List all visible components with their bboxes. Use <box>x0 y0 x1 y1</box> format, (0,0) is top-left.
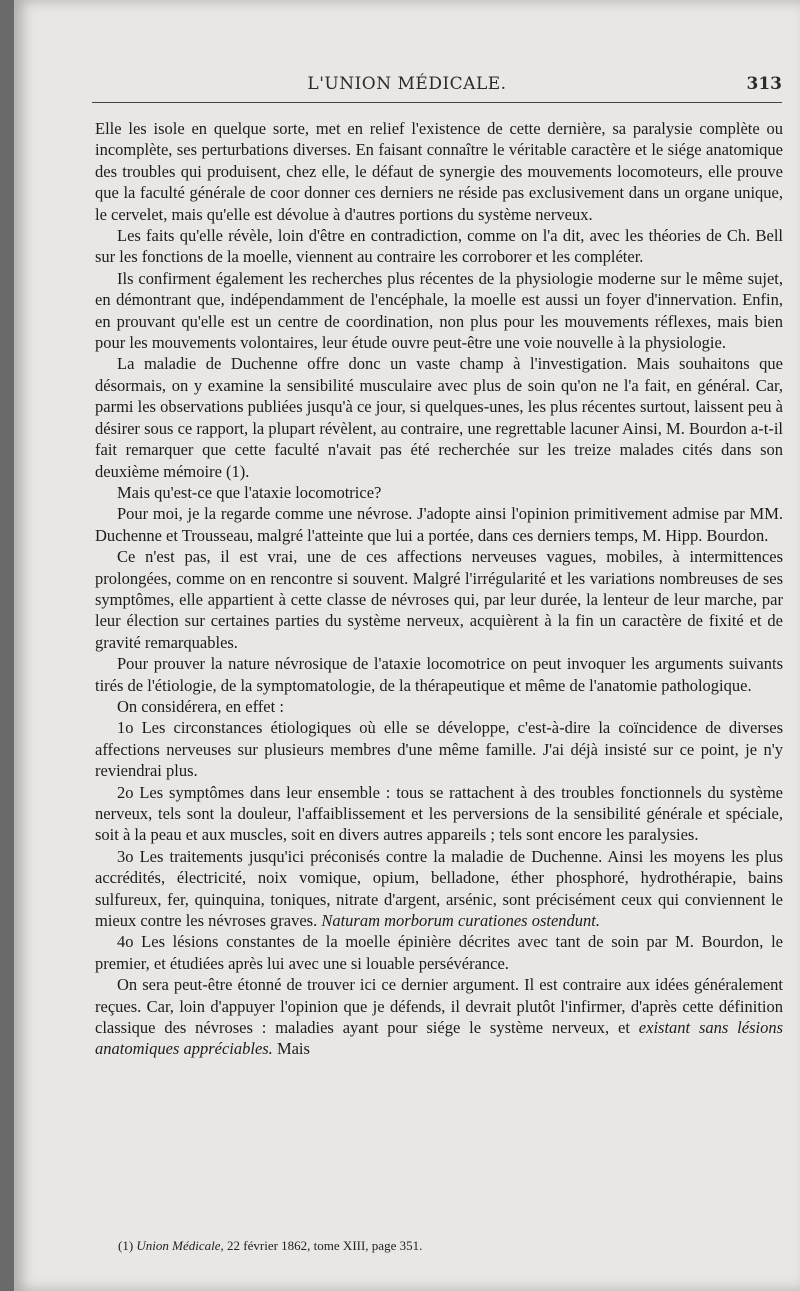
paragraph: Pour moi, je la regarde comme une névrose. J'adopte ainsi l'opinion primitivement admise par MM. Duchenne et Trousseau, malgré l'atteinte que lui a portée, dans ces derniers temps, M. Hipp. Bourdon. <box>95 504 783 545</box>
header-rule <box>92 102 782 103</box>
body-text <box>95 118 783 1060</box>
paragraph: On considérera, en effet : <box>117 696 284 716</box>
page-number: 313 <box>746 74 782 94</box>
paragraph-text: On sera peut-être étonné de trouver ici ce dernier argument. Il est contraire aux idées généralement reçues. Car, loin d'appuyer l'opinion que je défends, il devrait plutôt l'infirmer, d'après cette définition classique des névroses : maladies ayant pour siége le système nerveux, et <box>95 975 783 1038</box>
paragraph: 2o Les symptômes dans leur ensemble : tous se rattachent à des troubles fonctionnels du système nerveux, tels sont la douleur, l'affaiblissement et les perversions de la sensibilité générale et spéciale, soit à la peau et aux muscles, soit en divers autres appareils ; tels sont encore les paralysies. <box>95 782 783 845</box>
paragraph-text: 3o Les traitements jusqu'ici préconisés contre la maladie de Duchenne. Ainsi les moyens les plus accrédités, électricité, noix vomique, opium, belladone, éther phosphoré, hydrothérapie, bains sulfureux, fer, quinquina, toniques, nitrate d'argent, arsénic, sont précisément ceux qui conviennent le mieux contre les névroses graves. <box>95 846 783 931</box>
paragraph: Mais qu'est-ce que l'ataxie locomotrice? <box>117 482 382 502</box>
paragraph: Les faits qu'elle révèle, loin d'être en contradiction, comme on l'a dit, avec les théories de Ch. Bell sur les fonctions de la moelle, viennent au contraire les corroborer et les compléter. <box>95 226 783 267</box>
footnote <box>118 1238 778 1254</box>
footnote-text: 22 février 1862, tome XIII, page 351. <box>223 1238 423 1253</box>
paragraph <box>95 974 783 1060</box>
latin-quote: Naturam morborum curationes ostendunt. <box>321 911 601 931</box>
footnote-marker: (1) <box>118 1238 134 1253</box>
paragraph: Ils confirment également les recherches plus récentes de la physiologie moderne sur le même sujet, en démontrant que, indépendamment de l'encéphale, la moelle est aussi un foyer d'innervation. Enfin, en prouvant qu'elle est un centre de coordination, non plus pour les mouvements réflexes, mais bien pour les mouvements volontaires, leur étude ouvre peut-être une voie nouvelle à la physiologie. <box>95 268 783 353</box>
paragraph <box>95 846 783 932</box>
paragraph: La maladie de Duchenne offre donc un vaste champ à l'investigation. Mais souhaitons que désormais, on y examine la sensibilité musculaire avec plus de soin qu'on ne l'a fait, en général. Car, parmi les observations publiées jusqu'à ce jour, si quelques-unes, les plus récentes surtout, laissent peu à désirer sous ce rapport, la plupart révèlent, au contraire, une regrettable lacuner Ainsi, M. Bourdon a-t-il fait remarquer que cette faculté n'avait pas été recherchée sur les treize malades cités dans son deuxième mémoire (1). <box>95 354 783 481</box>
paragraph: Elle les isole en quelque sorte, met en relief l'existence de cette dernière, sa paralysie complète ou incomplète, ses perturbations diverses. En faisant connaître le véritable caractère et le siége anatomique des troubles qui produisent, chez elle, le défaut de synergie des mouvements locomoteurs, elle prouve que la faculté générale de coor donner ces derniers ne réside pas exclusivement dans un organe unique, le cervelet, mais qu'elle est dévolue à d'autres portions du système nerveux. <box>95 119 783 224</box>
running-title: L'UNION MÉDICALE. <box>307 74 507 94</box>
paragraph: Ce n'est pas, il est vrai, une de ces affections nerveuses vagues, mobiles, à intermittences prolongées, comme on en rencontre si souvent. Malgré l'irrégularité et les variations nombreuses de ses symptômes, elle appartient à cette classe de névroses qui, par leur durée, la lenteur de leur marche, par leur élection sur certaines parties du système nerveux, acquièrent à la fin un caractère de fixité et de gravité remarquables. <box>95 547 783 652</box>
paragraph: 1o Les circonstances étiologiques où elle se développe, c'est-à-dire la coïncidence de diverses affections nerveuses sur plusieurs membres d'une même famille. J'ai déjà insisté sur ce point, je n'y reviendrai plus. <box>95 718 783 781</box>
paragraph: 4o Les lésions constantes de la moelle épinière décrites avec tant de soin par M. Bourdon, le premier, et étudiées après lui avec une si louable persévérance. <box>95 932 783 973</box>
paragraph-tail: Mais <box>272 1039 310 1059</box>
italic-phrase: existant sans lésions anatomiques appréciables. <box>95 1018 783 1059</box>
footnote-journal: Union Médicale, <box>136 1238 224 1253</box>
document-page <box>14 0 800 1291</box>
page-header <box>14 70 800 100</box>
paragraph: Pour prouver la nature névrosique de l'ataxie locomotrice on peut invoquer les arguments suivants tirés de l'étiologie, de la symptomatologie, de la thérapeutique et même de l'anatomie pathologique. <box>95 654 783 695</box>
